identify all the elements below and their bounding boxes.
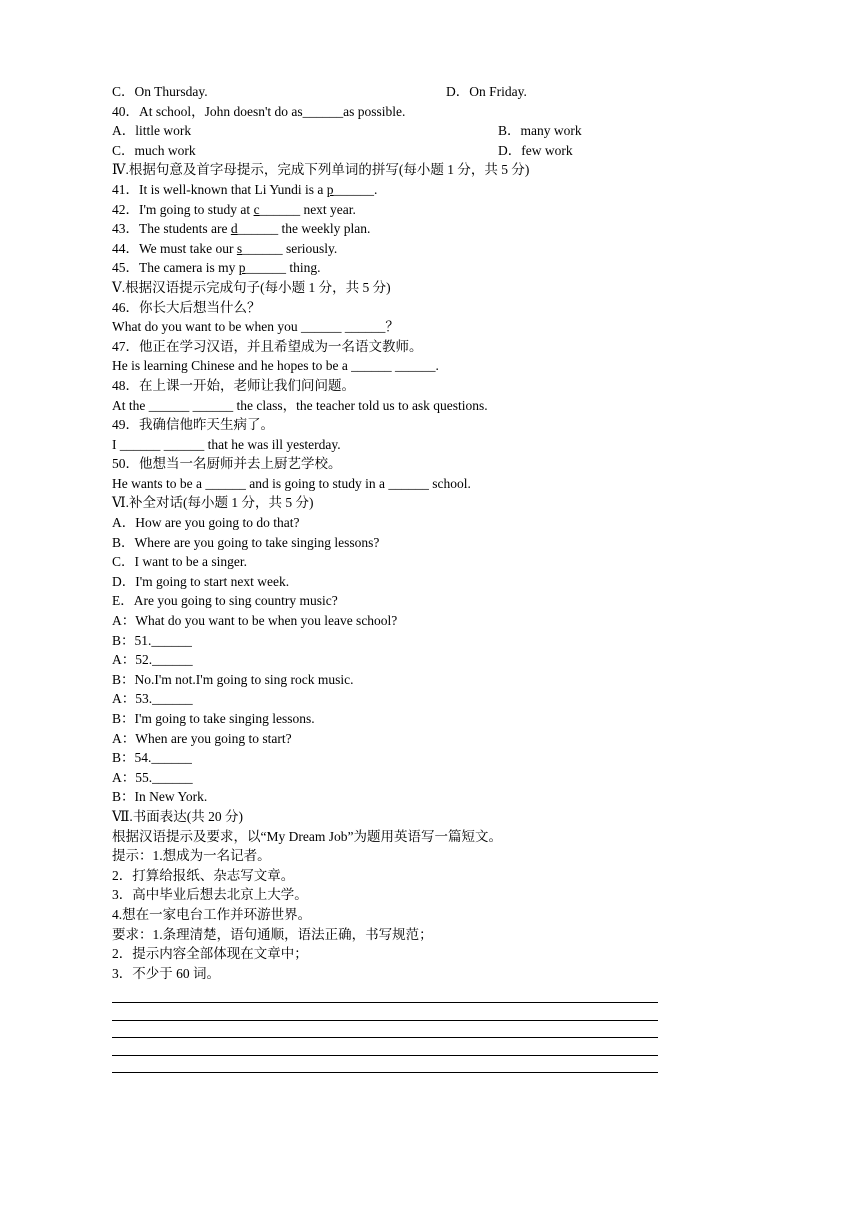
dialogue-line: B：54.______ <box>112 750 192 766</box>
answer-line[interactable] <box>112 1021 658 1039</box>
translation-en: He wants to be a ______ and is going to study in a ______ school. <box>112 475 471 491</box>
initial-letter: p <box>326 181 334 197</box>
dialogue-line: B：51.______ <box>112 632 192 648</box>
dialogue-line: B：I'm going to take singing lessons. <box>112 711 315 726</box>
dialogue-line: A：What do you want to be when you leave school? <box>112 613 398 629</box>
initial-letter: c <box>253 201 260 217</box>
section4-heading: Ⅳ.根据句意及首字母提示，完成下列单词的拼写(每小题 1 分，共 5 分) <box>112 162 530 178</box>
spelling-item: 43．The students are d______ the weekly plan. <box>112 221 371 237</box>
spelling-item: 44．We must take our s______ seriously. <box>112 240 338 256</box>
translation-en: At the ______ ______ the class，the teacher told us to ask questions. <box>112 397 488 413</box>
section5-heading: Ⅴ.根据汉语提示完成句子(每小题 1 分，共 5 分) <box>112 279 391 295</box>
writing-instruction: 根据汉语提示及要求，以“My Dream Job”为题用英语写一篇短文。 <box>112 828 502 844</box>
worksheet-page <box>112 82 672 1073</box>
q40-option-a: A．little work <box>112 123 192 139</box>
dialogue-option: E．Are you going to sing country music? <box>112 593 338 609</box>
answer-line[interactable] <box>112 985 658 1003</box>
translation-en: What do you want to be when you ______ ______？ <box>112 319 399 335</box>
writing-requirement: 3．不少于 60 词。 <box>112 965 220 981</box>
writing-hint: 提示：1.想成为一名记者。 <box>112 848 271 864</box>
writing-hint: 3．高中毕业后想去北京上大学。 <box>112 887 308 903</box>
q39-option-c: C．On Thursday. <box>112 84 208 99</box>
dialogue-option: A．How are you going to do that? <box>112 515 300 531</box>
dialogue-option: D．I'm going to start next week. <box>112 573 290 589</box>
dialogue-option: B．Where are you going to take singing lessons? <box>112 534 380 550</box>
q40-stem: 40．At school，John doesn't do as______as possible. <box>112 103 406 119</box>
dialogue-line: A：53.______ <box>112 691 193 707</box>
translation-cn: 47．他正在学习汉语，并且希望成为一名语文教师。 <box>112 338 423 354</box>
translation-cn: 48．在上课一开始，老师让我们问问题。 <box>112 377 355 393</box>
section7-heading: Ⅶ.书面表达(共 20 分) <box>112 808 244 824</box>
answer-lines <box>112 985 672 1073</box>
q40-options-row-1 <box>112 121 672 141</box>
translation-cn: 46．你长大后想当什么？ <box>112 299 261 315</box>
q40-options-row-2 <box>112 141 672 161</box>
q39-options-row <box>112 82 672 102</box>
dialogue-line: A：55.______ <box>112 769 193 785</box>
section6-heading: Ⅵ.补全对话(每小题 1 分，共 5 分) <box>112 495 314 511</box>
answer-line[interactable] <box>112 1038 658 1056</box>
translation-en: I ______ ______ that he was ill yesterday. <box>112 436 341 452</box>
writing-hint: 4.想在一家电台工作并环游世界。 <box>112 906 312 922</box>
dialogue-line: B：No.I'm not.I'm going to sing rock music. <box>112 671 354 687</box>
initial-letter: p <box>238 260 246 276</box>
dialogue-line: A：When are you going to start? <box>112 730 292 746</box>
spelling-item: 42．I'm going to study at c______ next year. <box>112 201 356 217</box>
spelling-item: 45．The camera is my p______ thing. <box>112 260 321 276</box>
translation-cn: 50．他想当一名厨师并去上厨艺学校。 <box>112 456 342 472</box>
dialogue-line: B：In New York. <box>112 789 208 805</box>
q40-option-d: D．few work <box>498 142 573 158</box>
writing-hint: 2．打算给报纸、杂志写文章。 <box>112 867 295 883</box>
q40-option-c: C．much work <box>112 142 196 158</box>
translation-en: He is learning Chinese and he hopes to be a ______ ______. <box>112 358 439 374</box>
answer-line[interactable] <box>112 1003 658 1021</box>
initial-letter: d <box>230 221 238 237</box>
initial-letter: s <box>236 240 243 256</box>
writing-requirement: 2．提示内容全部体现在文章中； <box>112 946 308 962</box>
spelling-item: 41．It is well-known that Li Yundi is a p______. <box>112 181 378 197</box>
answer-line[interactable] <box>112 1056 658 1074</box>
dialogue-line: A：52.______ <box>112 652 193 668</box>
q40-option-b: B．many work <box>498 123 582 139</box>
dialogue-option: C．I want to be a singer. <box>112 554 247 570</box>
translation-cn: 49．我确信他昨天生病了。 <box>112 417 274 433</box>
writing-requirement: 要求：1.条理清楚，语句通顺，语法正确，书写规范； <box>112 926 433 942</box>
q39-option-d: D．On Friday. <box>446 84 527 99</box>
